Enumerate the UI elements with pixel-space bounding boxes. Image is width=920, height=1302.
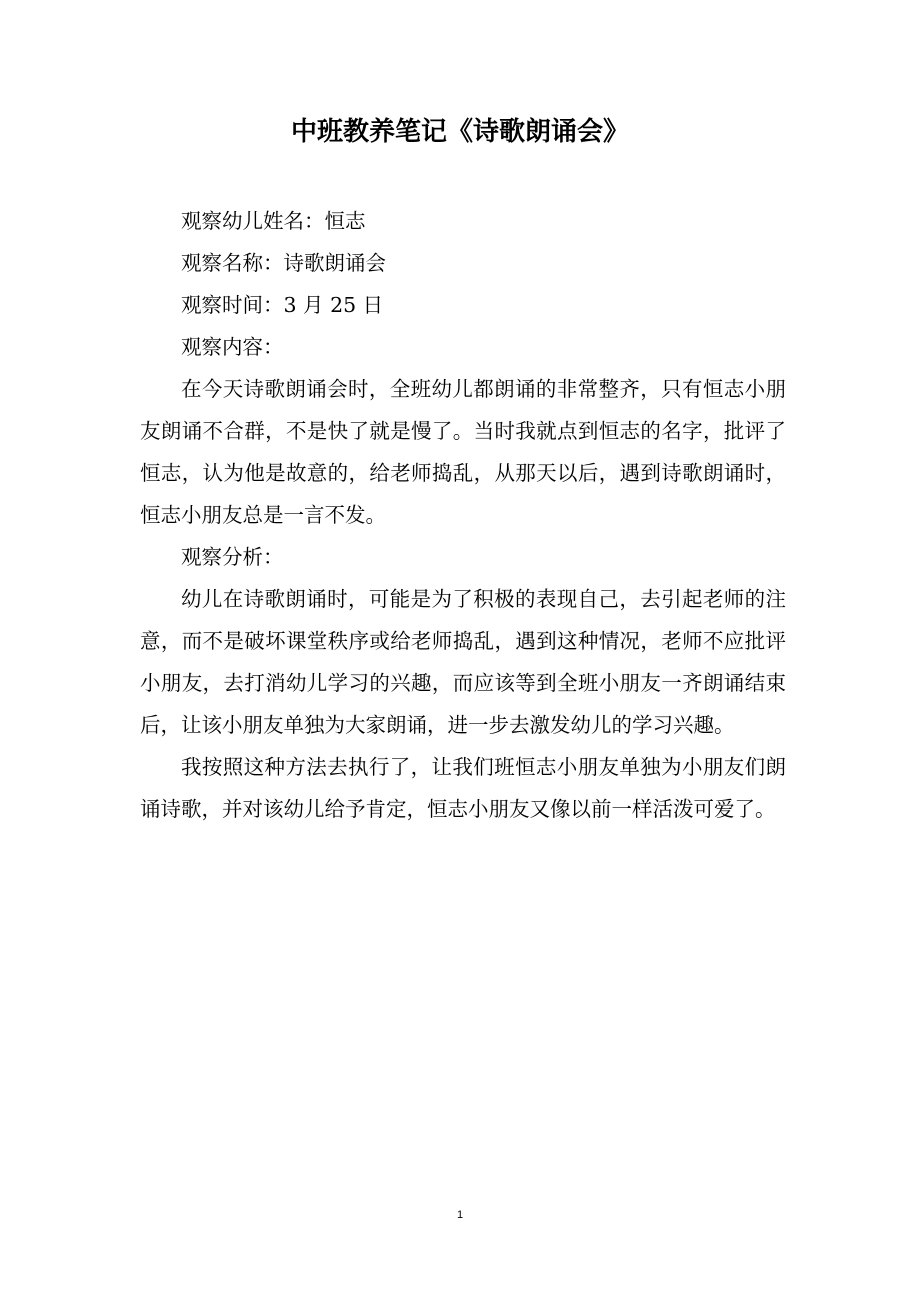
observation-time-line: 观察时间：3 月 25 日 — [181, 293, 384, 317]
observation-content-heading: 观察内容： — [181, 335, 284, 359]
page-number: 1 — [456, 1209, 464, 1221]
observation-content-paragraph: 在今天诗歌朗诵会时，全班幼儿都朗诵的非常整齐，只有恒志小朋友朗诵不合群，不是快了就是慢了。当时我就点到恒志的名字，批评了恒志，认为他是故意的，给老师捣乱，从那天以后，遇到诗歌朗诵时，恒志小朋友总是一言不发。 — [140, 377, 786, 527]
observation-name-line: 观察名称：诗歌朗诵会 — [181, 251, 386, 275]
document-title: 中班教养笔记《诗歌朗诵会》 — [290, 117, 629, 147]
observation-analysis-paragraph: 幼儿在诗歌朗诵时，可能是为了积极的表现自己，去引起老师的注意，而不是破坏课堂秩序或给老师捣乱，遇到这种情况，老师不应批评小朋友，去打消幼儿学习的兴趣，而应该等到全班小朋友一齐朗诵结束后，让该小朋友单独为大家朗诵，进一步去激发幼儿的学习兴趣。 — [140, 587, 786, 737]
follow-up-paragraph: 我按照这种方法去执行了，让我们班恒志小朋友单独为小朋友们朗诵诗歌，并对该幼儿给予肯定，恒志小朋友又像以前一样活泼可爱了。 — [140, 755, 786, 821]
observation-analysis-heading: 观察分析： — [181, 545, 284, 569]
document-body — [140, 200, 786, 830]
observed-child-name-line: 观察幼儿姓名：恒志 — [181, 209, 366, 233]
